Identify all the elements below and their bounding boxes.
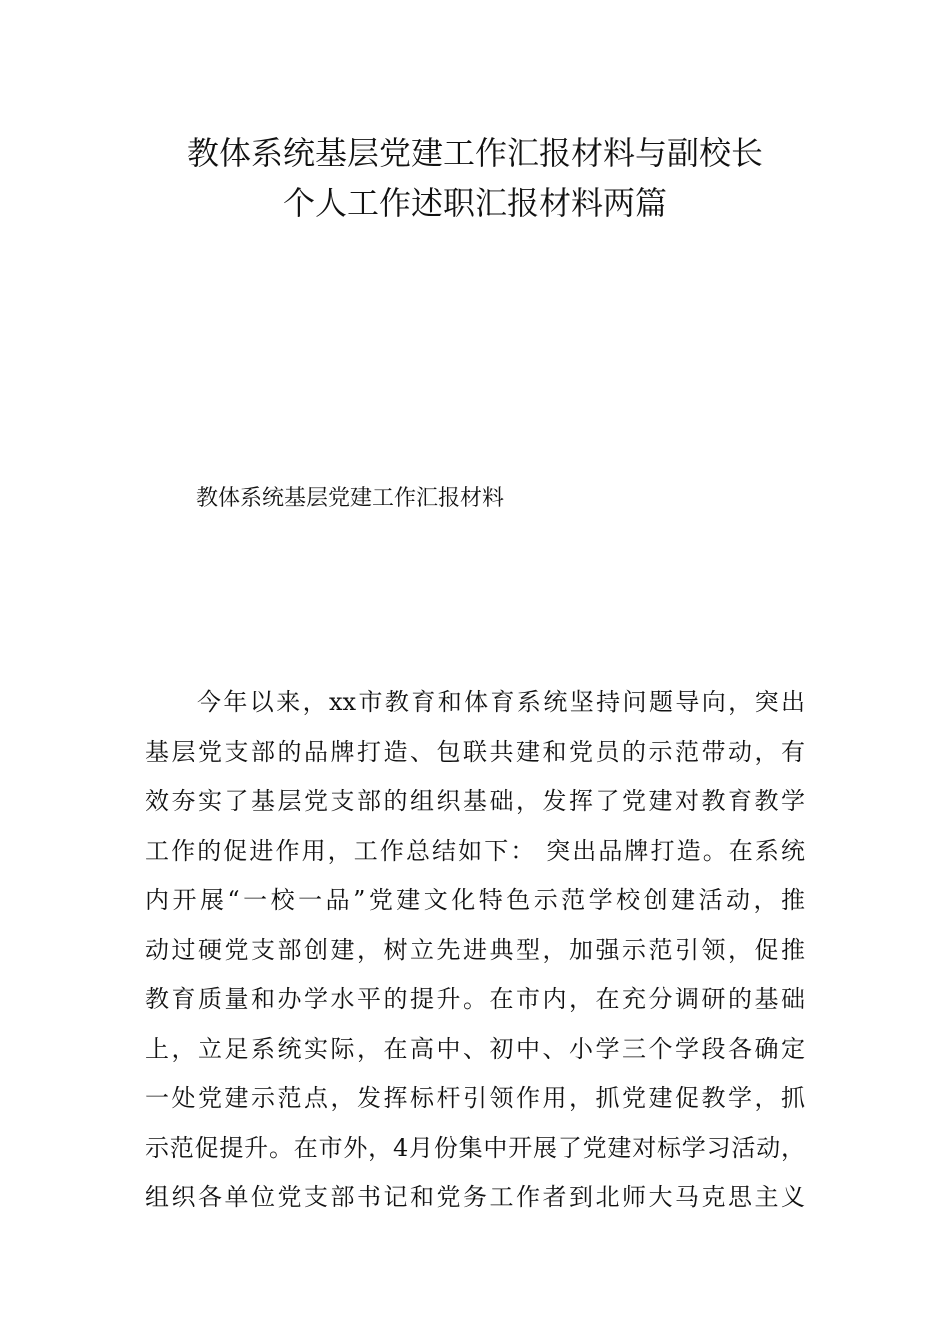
paragraph-line: 动过硬党支部创建，树立先进典型，加强示范引领，促推 — [145, 935, 805, 964]
paragraph-line: 内开展“一校一品”党建文化特色示范学校创建活动，推 — [145, 886, 805, 914]
section-title: 教体系统基层党建工作汇报材料 — [196, 486, 505, 511]
document-title-line-1: 教体系统基层党建工作汇报材料与副校长 — [186, 134, 763, 172]
paragraph-line: 工作的促进作用，工作总结如下： 突出品牌打造。在系统 — [145, 836, 805, 865]
document-title — [0, 128, 950, 228]
paragraph-line: 效夯实了基层党支部的组织基础，发挥了党建对教育教学 — [145, 787, 805, 815]
paragraph-line: 示范促提升。在市外，4月份集中开展了党建对标学习活动， — [145, 1133, 805, 1162]
body-paragraph — [145, 678, 815, 1223]
document-title-line-2: 个人工作述职汇报材料两篇 — [282, 184, 667, 222]
paragraph-line: 上，立足系统实际，在高中、初中、小学三个学段各确定 — [145, 1034, 805, 1063]
paragraph-line: 教育质量和办学水平的提升。在市内，在充分调研的基础 — [145, 985, 805, 1013]
paragraph-line: 一处党建示范点，发挥标杆引领作用，抓党建促教学，抓 — [145, 1084, 805, 1112]
paragraph-line: 基层党支部的品牌打造、包联共建和党员的示范带动，有 — [145, 737, 805, 766]
paragraph-line: 今年以来，xx市教育和体育系统坚持问题导向，突出 — [197, 688, 805, 716]
paragraph-line: 组织各单位党支部书记和党务工作者到北师大马克思主义 — [145, 1183, 805, 1211]
